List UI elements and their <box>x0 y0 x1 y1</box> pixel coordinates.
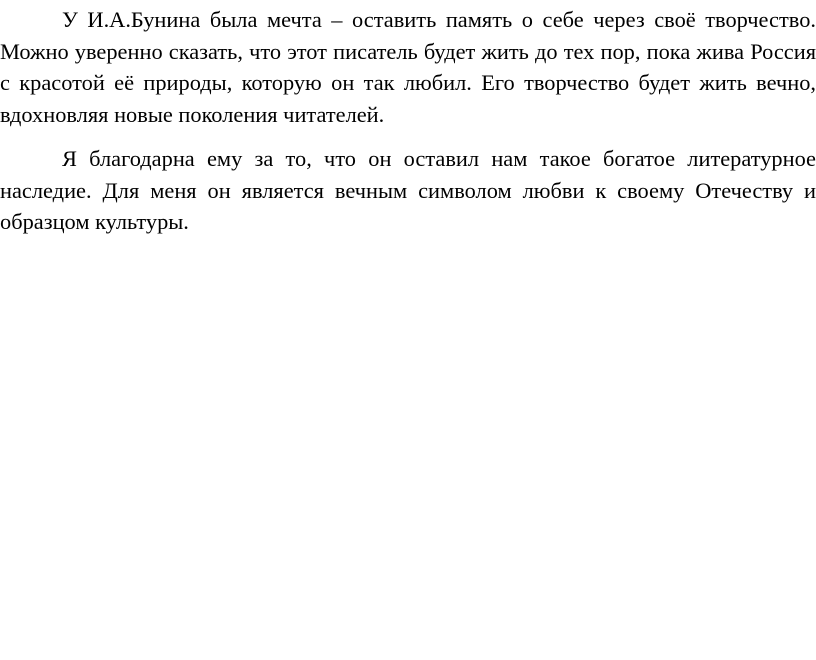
paragraph-gratitude: Я благодарна ему за то, что он оставил нам такое богатое литературное наследие. Для меня он является вечным символом любви к своему Отечеству и образцом культуры. <box>0 146 816 234</box>
paragraph-bunin-dream: У И.А.Бунина была мечта – оставить память о себе через своё творчество. Можно уверенно сказать, что этот писатель будет жить до тех пор, пока жива Россия с красотой её природы, которую он так любил. Его творчество будет жить вечно, вдохновляя новые поколения читателей. <box>0 7 816 127</box>
document-body <box>0 0 816 238</box>
